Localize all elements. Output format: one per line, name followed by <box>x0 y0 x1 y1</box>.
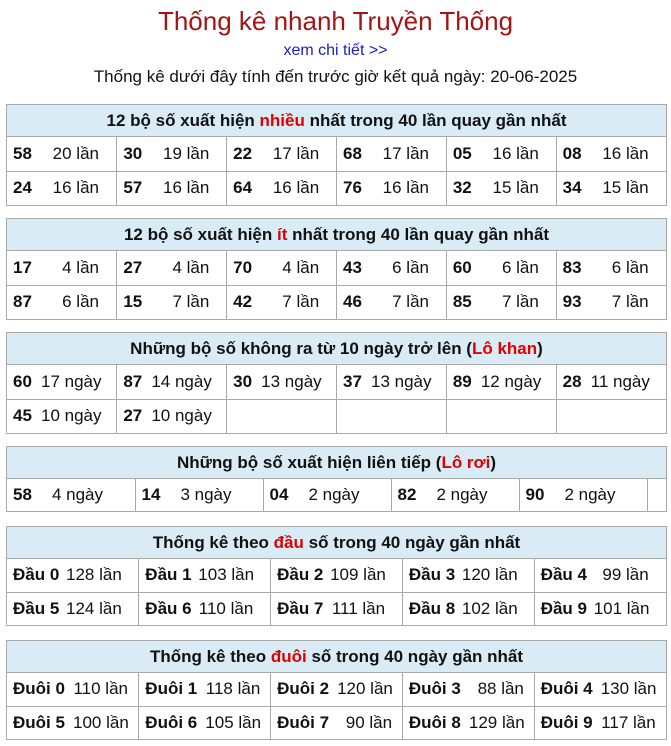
stat-key: Đầu 8 <box>408 598 456 618</box>
stat-key: 37 <box>342 371 362 391</box>
stat-count: 13 ngày <box>261 371 322 391</box>
stat-cell <box>556 137 666 171</box>
stat-count: 117 lần <box>601 712 656 732</box>
stat-key: 42 <box>233 292 253 312</box>
stat-count: 101 lần <box>593 598 650 618</box>
stat-count: 3 ngày <box>180 485 232 504</box>
stat-key: Đầu 7 <box>277 598 324 618</box>
stat-cell <box>139 673 271 706</box>
stat-cell <box>446 137 556 171</box>
stats-table <box>7 673 666 739</box>
stat-count: 109 lần <box>330 565 386 585</box>
stat-count: 4 lần <box>172 257 210 277</box>
stat-count: 130 lần <box>600 679 657 699</box>
section-heading: 12 bộ số xuất hiện nhiều nhất trong 40 lần quay gần nhất <box>7 105 666 137</box>
stat-key: 57 <box>123 178 143 198</box>
stat-cell <box>7 285 117 319</box>
stat-cell <box>7 399 117 433</box>
stat-cell <box>556 399 666 433</box>
stat-key: Đuôi 4 <box>540 679 593 699</box>
stat-key: 93 <box>562 292 582 312</box>
stat-key: 87 <box>13 292 32 312</box>
stat-count: 103 lần <box>198 565 255 585</box>
table-row <box>7 673 666 706</box>
stat-key: 30 <box>233 371 253 391</box>
stats-table <box>7 137 666 205</box>
stat-key: 27 <box>123 406 143 426</box>
stats-table <box>7 559 666 625</box>
stat-count: 11 ngày <box>590 371 650 391</box>
stat-cell <box>534 706 666 739</box>
stat-count: 7 lần <box>611 292 649 312</box>
stat-key: 64 <box>233 178 253 198</box>
table-row <box>7 559 666 592</box>
stat-key: Đuôi 2 <box>277 679 330 699</box>
stat-cell <box>446 399 556 433</box>
stat-count: 88 lần <box>477 679 524 699</box>
stat-count: 110 lần <box>73 679 128 699</box>
stat-count: 2 ngày <box>308 485 360 504</box>
stat-count: 6 lần <box>611 257 649 277</box>
stat-key: 05 <box>452 143 472 163</box>
stat-cell <box>271 673 403 706</box>
detail-link[interactable]: xem chi tiết >> <box>283 42 388 59</box>
table-row <box>7 365 666 399</box>
stat-cell <box>227 365 337 399</box>
stat-key: 46 <box>342 292 362 312</box>
stat-cell <box>556 285 666 319</box>
stat-cell <box>117 399 227 433</box>
stat-key: 24 <box>13 178 32 198</box>
dau-section <box>6 526 667 626</box>
stat-key: 45 <box>13 406 32 426</box>
stat-key: 68 <box>342 143 362 163</box>
stat-key: 27 <box>123 257 143 277</box>
stat-count: 16 lần <box>272 178 320 198</box>
stat-key: 58 <box>13 485 32 504</box>
most-frequent-section <box>6 104 667 206</box>
stat-count: 15 lần <box>492 178 539 198</box>
stat-key: 76 <box>342 178 362 198</box>
stat-key: 82 <box>397 485 417 504</box>
stats-table <box>7 479 669 511</box>
stat-cell <box>556 171 666 205</box>
stat-count: 17 lần <box>272 143 320 163</box>
stat-key: 30 <box>123 143 143 163</box>
stat-cell <box>7 479 135 511</box>
stat-key: 89 <box>452 371 472 391</box>
stat-count: 15 lần <box>602 178 649 198</box>
stat-count: 99 lần <box>602 565 649 585</box>
stat-cell <box>227 251 337 285</box>
stat-cell <box>7 365 117 399</box>
stat-cell <box>7 559 139 592</box>
stat-key: 32 <box>452 178 472 198</box>
stat-cell <box>534 592 666 625</box>
stat-key: 60 <box>13 371 32 391</box>
stat-cell <box>336 399 446 433</box>
stat-count: 110 lần <box>198 598 254 618</box>
stat-cell <box>271 559 403 592</box>
stat-cell <box>7 673 139 706</box>
stat-count: 6 lần <box>392 257 429 277</box>
stat-cell <box>556 365 666 399</box>
stat-count: 7 lần <box>501 292 539 312</box>
stat-key: Đuôi 3 <box>408 679 461 699</box>
stat-key: Đuôi 8 <box>408 712 461 732</box>
stat-cell <box>402 706 534 739</box>
stat-cell <box>336 251 446 285</box>
stat-key: Đuôi 9 <box>540 712 593 732</box>
stat-count: 2 ngày <box>564 485 616 504</box>
stat-cell <box>7 251 117 285</box>
stat-key: Đầu 5 <box>13 598 60 618</box>
stat-cell <box>402 559 534 592</box>
stat-cell <box>227 399 337 433</box>
stat-key: Đầu 9 <box>540 598 587 618</box>
section-heading: Những bộ số xuất hiện liên tiếp (Lô rơi) <box>7 447 666 479</box>
stat-count: 10 ngày <box>151 406 212 426</box>
stat-count: 19 lần <box>163 143 210 163</box>
stat-count: 118 lần <box>205 679 261 699</box>
stat-key: Đuôi 6 <box>145 712 198 732</box>
stat-count: 128 lần <box>66 565 122 585</box>
empty-cell <box>647 479 669 511</box>
stat-count: 2 ngày <box>436 485 488 504</box>
stat-cell <box>336 365 446 399</box>
stat-count: 100 lần <box>73 712 129 732</box>
stat-key: Đuôi 1 <box>145 679 198 699</box>
stat-count: 120 lần <box>337 679 393 699</box>
stat-count: 4 lần <box>282 257 320 277</box>
lo-khan-section <box>6 332 667 434</box>
stat-cell <box>263 479 391 511</box>
stat-cell <box>402 673 534 706</box>
stat-cell <box>117 285 227 319</box>
stat-count: 111 lần <box>331 598 386 618</box>
stat-cell <box>117 365 227 399</box>
stat-key: Đầu 6 <box>145 598 192 618</box>
stat-count: 90 lần <box>345 712 393 732</box>
lo-roi-section <box>6 446 667 512</box>
stat-cell <box>117 251 227 285</box>
stat-cell <box>117 137 227 171</box>
stat-key: 34 <box>562 178 582 198</box>
stat-key: Đuôi 0 <box>13 679 65 699</box>
stat-key: 17 <box>13 257 32 277</box>
stat-cell <box>227 171 337 205</box>
stat-count: 6 lần <box>501 257 539 277</box>
stat-count: 17 ngày <box>41 371 102 391</box>
table-row <box>7 171 666 205</box>
stat-cell <box>534 673 666 706</box>
stat-cell <box>446 171 556 205</box>
table-row <box>7 592 666 625</box>
stat-cell <box>135 479 263 511</box>
stat-key: Đuôi 5 <box>13 712 65 732</box>
stat-cell <box>391 479 519 511</box>
stat-key: 15 <box>123 292 143 312</box>
stat-key: 70 <box>233 257 253 277</box>
stat-cell <box>7 592 139 625</box>
stats-table <box>7 365 666 433</box>
stat-key: 85 <box>452 292 472 312</box>
stat-count: 129 lần <box>468 712 525 732</box>
stat-count: 7 lần <box>172 292 210 312</box>
stat-cell <box>139 559 271 592</box>
stat-key: 87 <box>123 371 143 391</box>
stat-key: 14 <box>141 485 161 504</box>
date-note: Thống kê dưới đây tính đến trước giờ kết quả ngày: 20-06-2025 <box>93 67 578 86</box>
stat-cell <box>402 592 534 625</box>
stat-cell <box>519 479 647 511</box>
stat-count: 14 ngày <box>151 371 212 391</box>
table-row <box>7 479 669 511</box>
stat-count: 16 lần <box>52 178 99 198</box>
table-row <box>7 399 666 433</box>
least-frequent-section <box>6 218 667 320</box>
stat-cell <box>446 251 556 285</box>
section-heading: Những bộ số không ra từ 10 ngày trở lên (Lô khan) <box>7 333 666 365</box>
stat-cell <box>139 592 271 625</box>
stat-key: 90 <box>525 485 545 504</box>
stat-count: 7 lần <box>282 292 320 312</box>
stat-key: Đuôi 7 <box>277 712 330 732</box>
stat-count: 17 lần <box>382 143 429 163</box>
stat-count: 10 ngày <box>41 406 102 426</box>
stat-count: 16 lần <box>163 178 210 198</box>
stat-count: 4 ngày <box>51 485 103 504</box>
stat-key: Đầu 0 <box>13 565 60 585</box>
stat-cell <box>336 171 446 205</box>
stat-key: 83 <box>562 257 582 277</box>
page-title: Thống kê nhanh Truyền Thống <box>157 6 514 36</box>
table-row <box>7 706 666 739</box>
stat-count: 16 lần <box>602 143 649 163</box>
stats-table <box>7 251 666 319</box>
stat-count: 13 ngày <box>370 371 432 391</box>
stat-cell <box>556 251 666 285</box>
section-heading: Thống kê theo đầu số trong 40 ngày gần nhất <box>7 527 666 559</box>
stat-key: 60 <box>452 257 472 277</box>
duoi-section <box>6 640 667 740</box>
stat-count: 20 lần <box>52 143 99 163</box>
stat-cell <box>117 171 227 205</box>
stat-cell <box>271 592 403 625</box>
stat-key: Đầu 3 <box>408 565 456 585</box>
section-heading: Thống kê theo đuôi số trong 40 ngày gần nhất <box>7 641 666 673</box>
stat-key: 43 <box>342 257 362 277</box>
stat-count: 6 lần <box>62 292 99 312</box>
stat-cell <box>227 137 337 171</box>
stat-count: 16 lần <box>492 143 539 163</box>
stat-cell <box>271 706 403 739</box>
stat-cell <box>336 137 446 171</box>
section-heading: 12 bộ số xuất hiện ít nhất trong 40 lần quay gần nhất <box>7 219 666 251</box>
stat-key: Đầu 2 <box>277 565 324 585</box>
stat-cell <box>446 365 556 399</box>
stat-cell <box>446 285 556 319</box>
stat-key: 22 <box>233 143 253 163</box>
stat-count: 105 lần <box>205 712 262 732</box>
stat-key: Đầu 1 <box>145 565 192 585</box>
stat-cell <box>7 706 139 739</box>
stat-cell <box>227 285 337 319</box>
stat-key: 04 <box>269 485 289 504</box>
table-row <box>7 251 666 285</box>
stat-cell <box>7 137 117 171</box>
stat-key: 58 <box>13 143 32 163</box>
stat-count: 124 lần <box>66 598 122 618</box>
stat-cell <box>336 285 446 319</box>
stat-count: 4 lần <box>62 257 99 277</box>
stat-cell <box>7 171 117 205</box>
table-row <box>7 137 666 171</box>
stat-count: 16 lần <box>382 178 429 198</box>
stat-count: 120 lần <box>461 565 518 585</box>
stat-key: Đầu 4 <box>540 565 587 585</box>
stat-count: 7 lần <box>392 292 429 312</box>
stat-cell <box>139 706 271 739</box>
stat-cell <box>534 559 666 592</box>
table-row <box>7 285 666 319</box>
stat-key: 08 <box>562 143 582 163</box>
stat-count: 12 ngày <box>480 371 542 391</box>
stat-count: 102 lần <box>461 598 518 618</box>
stat-key: 28 <box>562 371 582 391</box>
